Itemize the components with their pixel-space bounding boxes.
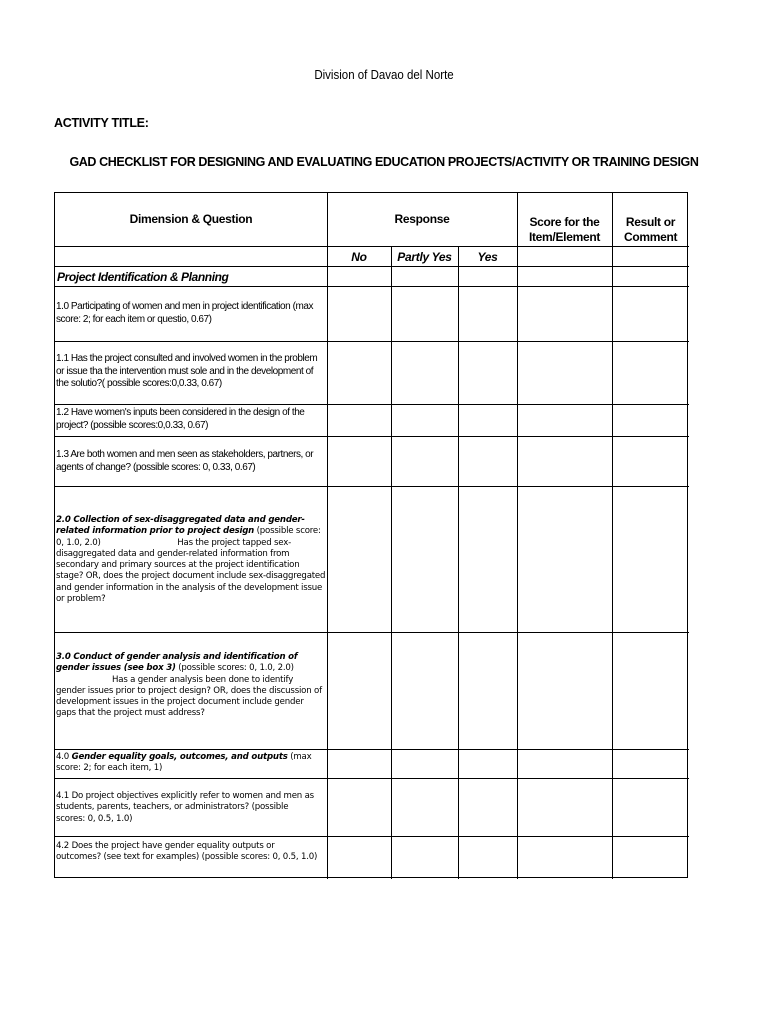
row-divider <box>55 404 689 405</box>
response-partly-yes-header: Partly Yes <box>397 250 452 264</box>
row-divider <box>55 286 689 287</box>
question-4-1: 4.1 Do project objectives explicitly refer to women and men as students, parents, teachers, or administrators? (possible scores: 0, 0.5, 1.0) <box>56 791 314 824</box>
dimension-question-header: Dimension & Question <box>129 212 253 226</box>
response-header: Response <box>394 212 450 226</box>
question-2-0-title: 2.0 Collection of sex-disaggregated data and gender-related information prior to project design <box>56 515 305 537</box>
question-1-2: 1.2 Have women's inputs been considered in the design of the project? (possible scores:0,0.33, 0.67) <box>56 407 305 431</box>
question-3-0-scores: (possible scores: 0, 1.0, 2.0) <box>175 663 294 674</box>
question-1-3: 1.3 Are both women and men seen as stakeholders, partners, or agents of change? (possible scores: 0, 0.33, 0.67) <box>56 449 314 473</box>
row-divider <box>55 266 689 267</box>
row-divider <box>55 632 689 633</box>
gad-checklist-table <box>54 192 688 878</box>
score-header: Score for the Item/Element <box>528 215 601 244</box>
row-divider <box>55 836 689 837</box>
question-3-0-body: Has a gender analysis been done to identify gender issues prior to project design? OR, does the discussion of development issues in the project document include gender gaps that the project must address? <box>56 674 322 719</box>
column-divider <box>391 246 392 879</box>
question-2-0-body: Has the project tapped sex-disaggregated data and gender-related information from secondary and primary sources at the project identification stage? OR, does the project document include sex-disaggregated and gender information in the analysis of the development issue or problem? <box>56 537 326 605</box>
question-3-0 <box>56 652 322 720</box>
row-divider <box>55 749 689 750</box>
column-divider <box>327 193 328 879</box>
response-no-header: No <box>351 250 367 264</box>
activity-title-label: ACTIVITY TITLE: <box>54 116 149 130</box>
question-4-0 <box>56 752 326 775</box>
row-divider <box>55 486 689 487</box>
result-header: Result or Comment <box>624 215 678 244</box>
response-yes-header: Yes <box>477 250 498 264</box>
question-4-2: 4.2 Does the project have gender equality outputs or outcomes? (see text for examples) (possible scores: 0, 0.5, 1.0) <box>56 841 318 863</box>
question-4-0-title: Gender equality goals, outcomes, and outputs <box>71 752 288 762</box>
row-divider <box>55 341 689 342</box>
row-divider <box>55 436 689 437</box>
section-title: Project Identification & Planning <box>57 270 229 284</box>
question-4-0-number: 4.0 <box>56 752 72 762</box>
question-4-0-scores: (max score: 2; for each item, 1) <box>56 752 312 774</box>
question-3-0-title: 3.0 Conduct of gender analysis and identification of gender issues (see box 3) <box>56 652 298 674</box>
question-2-0-scores: (possible score: 0, 1.0, 2.0) <box>56 526 321 548</box>
row-divider <box>55 778 689 779</box>
column-divider <box>612 193 613 879</box>
column-divider <box>517 193 518 879</box>
division-heading: Division of Davao del Norte <box>314 68 454 82</box>
question-2-0 <box>56 515 326 605</box>
question-1-0: 1.0 Participating of women and men in project identification (max score: 2; for each item or questio, 0.67) <box>56 301 314 325</box>
checklist-title: GAD CHECKLIST FOR DESIGNING AND EVALUATING EDUCATION PROJECTS/ACTIVITY OR TRAINING DESIGN <box>69 155 699 169</box>
column-divider <box>458 246 459 879</box>
header-divider <box>55 246 689 247</box>
question-1-1: 1.1 Has the project consulted and involved women in the problem or issue tha the intervention must sole and in the development of the solutio?( possible scores:0,0.33, 0.67) <box>56 353 318 389</box>
